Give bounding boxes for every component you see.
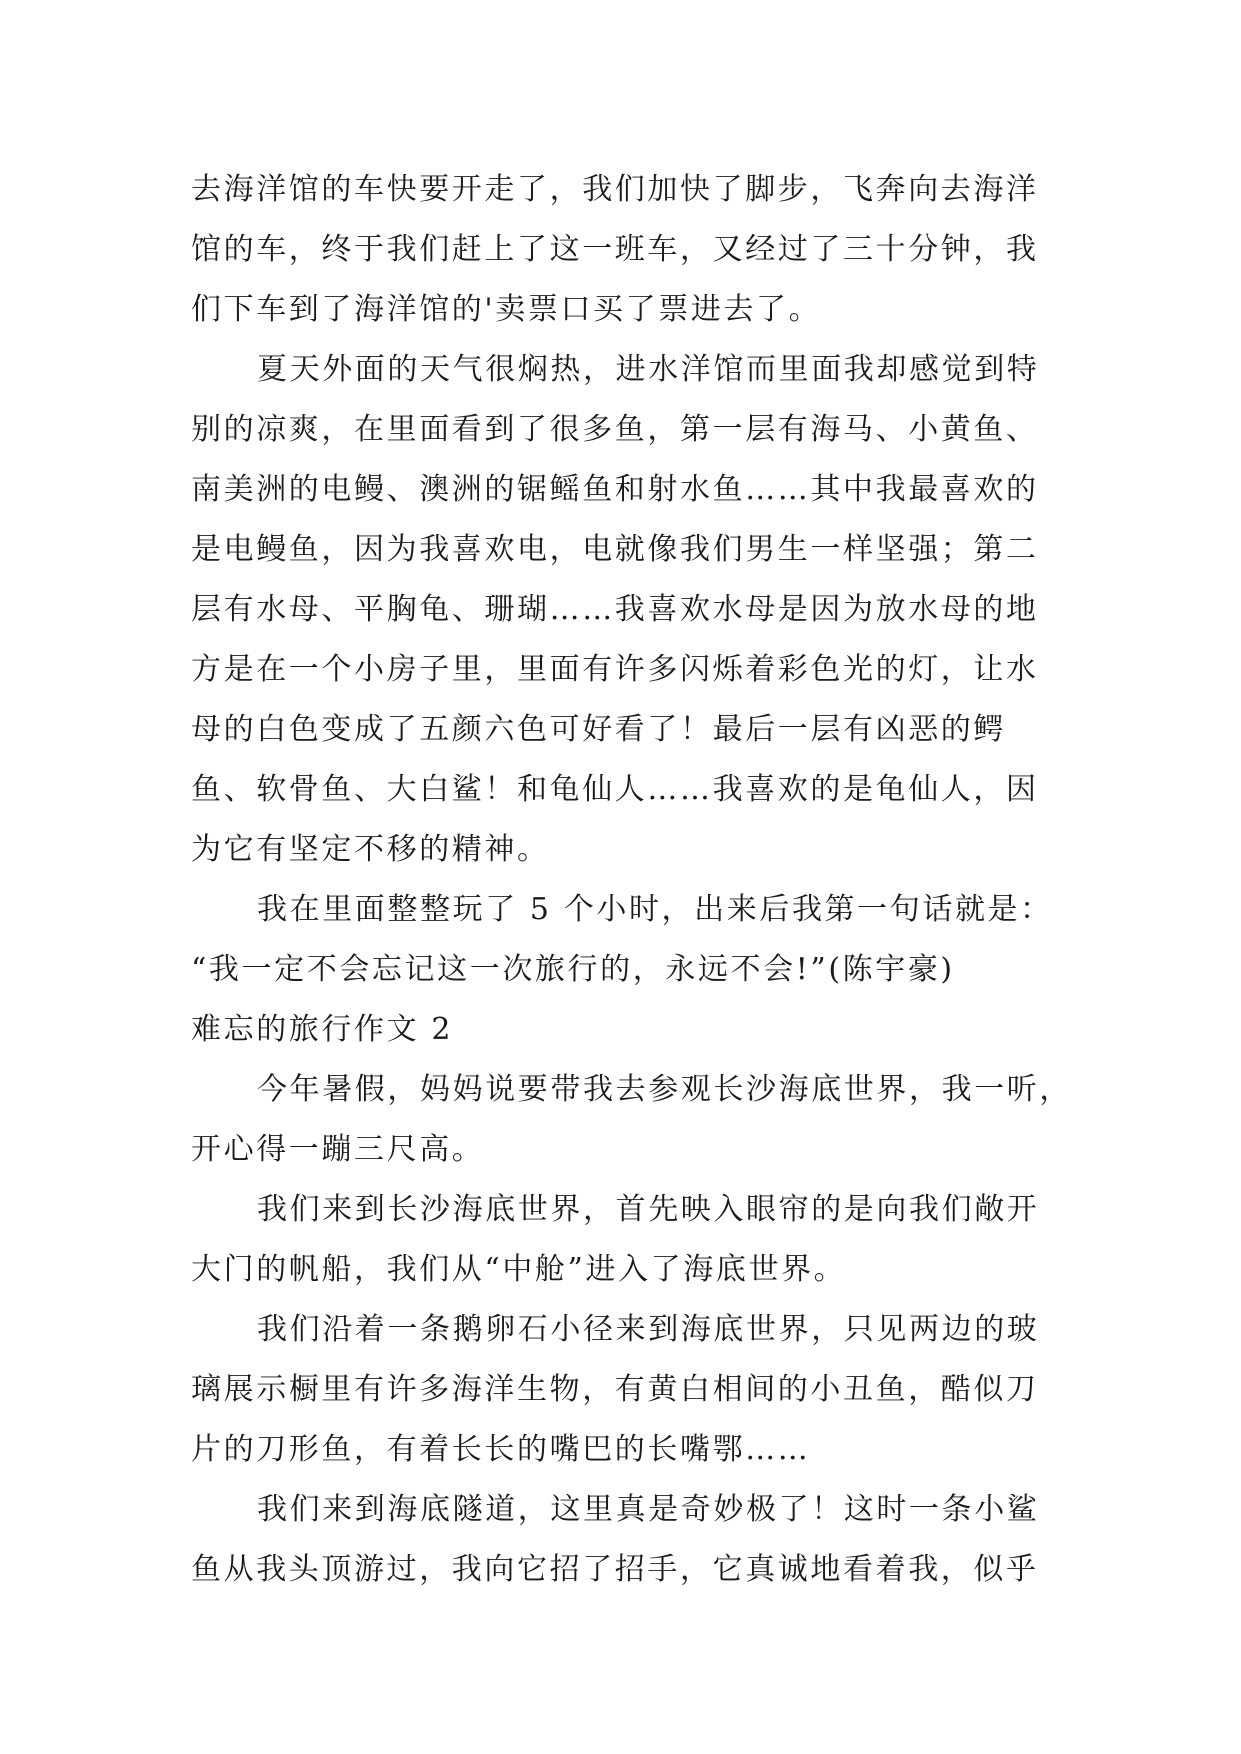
text-line: 璃展示橱里有许多海洋生物，有黄白相间的小丑鱼，酷似刀 bbox=[191, 1372, 1039, 1407]
text-line: 是电鳗鱼，因为我喜欢电，电就像我们男生一样坚强；第二 bbox=[191, 532, 1039, 567]
section-title: 难忘的旅行作文 2 bbox=[191, 1012, 454, 1047]
text-line: 母的白色变成了五颜六色可好看了！最后一层有凶恶的鳄 bbox=[191, 712, 1006, 747]
paragraph-first-line: 我们来到长沙海底世界，首先映入眼帘的是向我们敞开 bbox=[257, 1192, 1040, 1227]
text-line: 层有水母、平胸龟、珊瑚……我喜欢水母是因为放水母的地 bbox=[191, 592, 1039, 627]
text-line: 开心得一蹦三尺高。 bbox=[191, 1132, 485, 1167]
text-line: 馆的车，终于我们赶上了这一班车，又经过了三十分钟，我 bbox=[191, 232, 1039, 267]
text-line: 们下车到了海洋馆的'卖票口买了票进去了。 bbox=[191, 292, 822, 327]
text-line: 大门的帆船，我们从“中舱”进入了海底世界。 bbox=[191, 1252, 847, 1287]
paragraph-first-line: 今年暑假，妈妈说要带我去参观长沙海底世界，我一听， bbox=[257, 1072, 1072, 1107]
paragraph-first-line: 夏天外面的天气很焖热，进水洋馆而里面我却感觉到特 bbox=[257, 352, 1040, 387]
text-line: 去海洋馆的车快要开走了，我们加快了脚步，飞奔向去海洋 bbox=[191, 172, 1039, 207]
essay-text bbox=[191, 160, 1072, 1600]
text-line: 为它有坚定不移的精神。 bbox=[191, 832, 550, 867]
text-line: 方是在一个小房子里，里面有许多闪烁着彩色光的灯，让水 bbox=[191, 652, 1039, 687]
paragraph-first-line: 我在里面整整玩了 5 个小时，出来后我第一句话就是： bbox=[257, 892, 1053, 927]
text-line: 鱼、软骨鱼、大白鲨！和龟仙人……我喜欢的是龟仙人，因 bbox=[191, 772, 1039, 807]
paragraph-first-line: 我们沿着一条鹅卵石小径来到海底世界，只见两边的玻 bbox=[257, 1312, 1040, 1347]
text-line: 南美洲的电鳗、澳洲的锯鳐鱼和射水鱼……其中我最喜欢的 bbox=[191, 472, 1039, 507]
text-line: 别的凉爽，在里面看到了很多鱼，第一层有海马、小黄鱼、 bbox=[191, 412, 1039, 447]
text-line: “我一定不会忘记这一次旅行的，永远不会!”(陈宇豪) bbox=[191, 952, 955, 987]
text-line: 片的刀形鱼，有着长长的嘴巴的长嘴鄂…… bbox=[191, 1432, 811, 1467]
paragraph-first-line: 我们来到海底隧道，这里真是奇妙极了！这时一条小鲨 bbox=[257, 1492, 1040, 1527]
text-line: 鱼从我头顶游过，我向它招了招手，它真诚地看着我，似乎 bbox=[191, 1552, 1039, 1587]
